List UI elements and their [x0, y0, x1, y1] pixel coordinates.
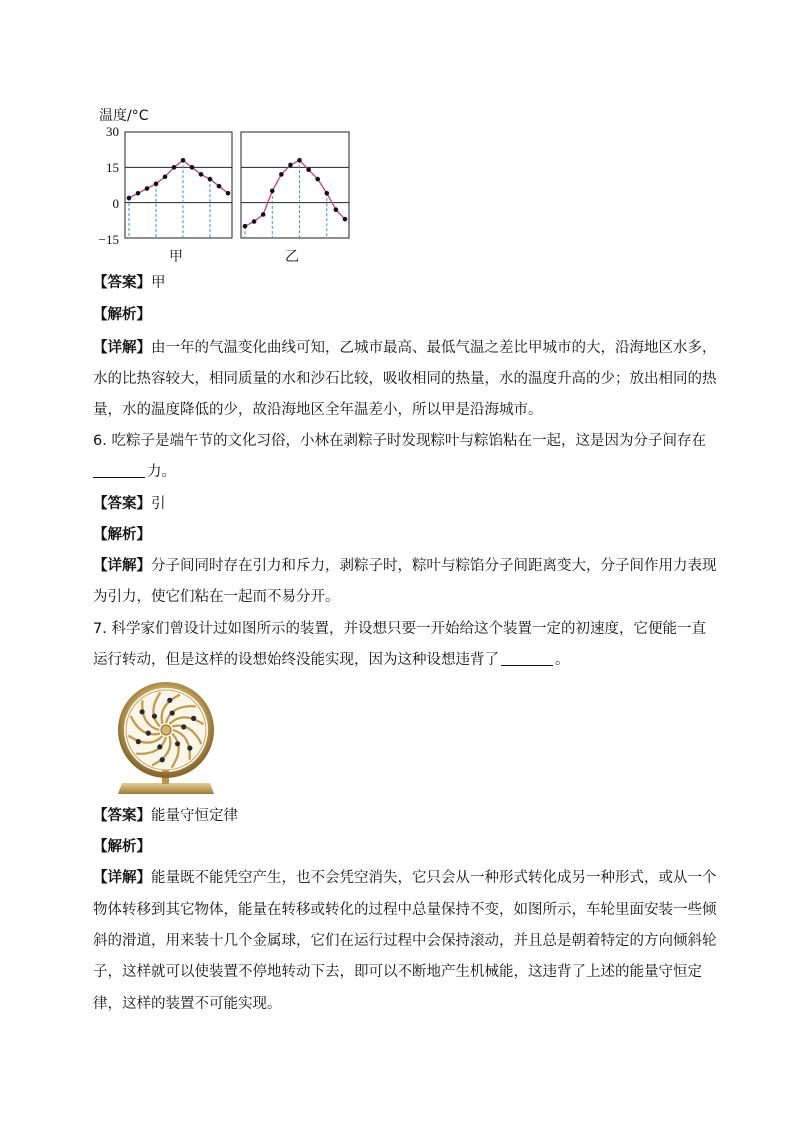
metal-ball	[167, 698, 172, 703]
data-point	[243, 224, 248, 229]
data-point	[334, 207, 339, 212]
data-point	[343, 217, 348, 222]
detail-6-line-1	[93, 556, 717, 576]
data-point	[208, 177, 213, 182]
y-tick-0: 0	[112, 196, 119, 211]
analysis-label-7: 【解析】	[93, 839, 151, 855]
detail-text: 由一年的气温变化曲线可知，乙城市最高、最低气温之差比甲城市的大，沿海地区水多，	[151, 340, 717, 356]
data-point	[145, 186, 150, 191]
answer-6	[93, 494, 166, 514]
data-point	[325, 191, 330, 196]
detail-7-line-1	[93, 868, 717, 888]
panel-label-jia: 甲	[169, 249, 183, 265]
chart-frame	[241, 132, 349, 238]
data-point	[190, 165, 195, 170]
temperature-line	[245, 160, 345, 226]
metal-ball	[157, 744, 162, 749]
question-6-tail: 力。	[147, 464, 176, 480]
metal-ball	[187, 746, 192, 751]
metal-ball	[170, 710, 175, 715]
metal-ball	[191, 716, 196, 721]
chart-frame	[125, 132, 232, 238]
panel-label-yi: 乙	[285, 249, 299, 265]
detail-label: 【详解】	[93, 340, 151, 356]
perpetual-motion-wheel-image	[118, 678, 214, 798]
data-point	[136, 191, 141, 196]
metal-ball	[152, 714, 157, 719]
detail-5-line-2: 水的比热容较大，相同质量的水和沙石比较，吸收相同的热量，水的温度升高的少；放出相同的热	[93, 371, 717, 387]
data-point	[252, 219, 257, 224]
data-point	[306, 167, 311, 172]
data-point	[315, 177, 320, 182]
data-point	[217, 184, 222, 189]
fill-blank	[501, 651, 553, 666]
chart-panel-yi	[241, 132, 349, 238]
data-point	[297, 158, 302, 163]
data-point	[261, 212, 266, 217]
detail-7-line-3: 斜的滑道，用来装十几个金属球，它们在运行过程中会保持滚动，并且总是朝着特定的方向倾斜轮	[93, 933, 717, 949]
data-point	[181, 158, 186, 163]
detail-text: 能量既不能凭空产生，也不会凭空消失，它只会从一种形式转化成另一种形式，或从一个	[151, 870, 717, 886]
y-axis-label: 温度/°C	[99, 108, 149, 124]
detail-label: 【详解】	[93, 558, 151, 574]
metal-ball	[160, 757, 165, 762]
question-7-line-2	[93, 650, 570, 670]
answer-text: 甲	[151, 275, 166, 291]
metal-ball	[136, 739, 141, 744]
data-point	[199, 172, 204, 177]
question-6-line-1: 6. 吃粽子是端午节的文化习俗，小林在剥粽子时发现粽叶与粽馅粘在一起，这是因为分子间存在	[93, 433, 706, 449]
metal-ball	[140, 709, 145, 714]
detail-6-line-2: 为引力，使它们粘在一起而不易分开。	[93, 589, 340, 605]
chart-panel-jia	[125, 132, 232, 238]
wheel-base	[118, 783, 214, 794]
answer-5	[93, 273, 166, 293]
answer-text: 引	[151, 496, 166, 512]
question-7-tail: 。	[555, 652, 570, 668]
data-point	[226, 191, 231, 196]
y-tick-neg15: −15	[98, 232, 119, 247]
wheel-hub	[161, 725, 171, 735]
question-7-line-1: 7. 科学家们曾设计过如图所示的装置，并设想只要一开始给这个装置一定的初速度，它便能一直	[93, 621, 706, 637]
answer-text: 能量守恒定律	[151, 808, 238, 824]
data-point	[163, 174, 168, 179]
detail-7-line-2: 物体转移到其它物体，能量在转移或转化的过程中总量保持不变，如图所示，车轮里面安装一些倾	[93, 902, 717, 918]
data-point	[270, 189, 275, 194]
detail-label: 【详解】	[93, 870, 151, 886]
detail-text: 分子间同时存在引力和斥力，剥粽子时，粽叶与粽馅分子间距离变大，分子间作用力表现	[151, 558, 717, 574]
metal-ball	[175, 741, 180, 746]
temperature-line	[129, 160, 228, 198]
answer-7	[93, 806, 238, 826]
metal-ball	[146, 731, 151, 736]
detail-5-line-1	[93, 338, 717, 358]
data-point	[127, 196, 132, 201]
data-point	[288, 163, 293, 168]
answer-label: 【答案】	[93, 496, 151, 512]
detail-7-line-5: 律，这样的装置不可能实现。	[93, 996, 282, 1012]
answer-label: 【答案】	[93, 808, 151, 824]
data-point	[279, 172, 284, 177]
y-tick-30: 30	[106, 124, 119, 139]
temperature-charts	[93, 104, 383, 266]
question-6-line-2	[93, 462, 176, 482]
analysis-label-6: 【解析】	[93, 527, 151, 543]
data-point	[172, 165, 177, 170]
analysis-label-5: 【解析】	[93, 307, 151, 323]
detail-7-line-4: 子，这样就可以使装置不停地转动下去，即可以不断地产生机械能，这违背了上述的能量守恒定	[93, 964, 702, 980]
question-7-head: 运行转动，但是这样的设想始终没能实现，因为这种设想违背了	[93, 652, 499, 668]
detail-5-line-3: 量，水的温度降低的少，故沿海地区全年温差小，所以甲是沿海城市。	[93, 402, 543, 418]
fill-blank	[93, 463, 145, 478]
data-point	[154, 182, 159, 187]
y-tick-15: 15	[106, 160, 119, 175]
answer-label: 【答案】	[93, 275, 151, 291]
metal-ball	[181, 724, 186, 729]
